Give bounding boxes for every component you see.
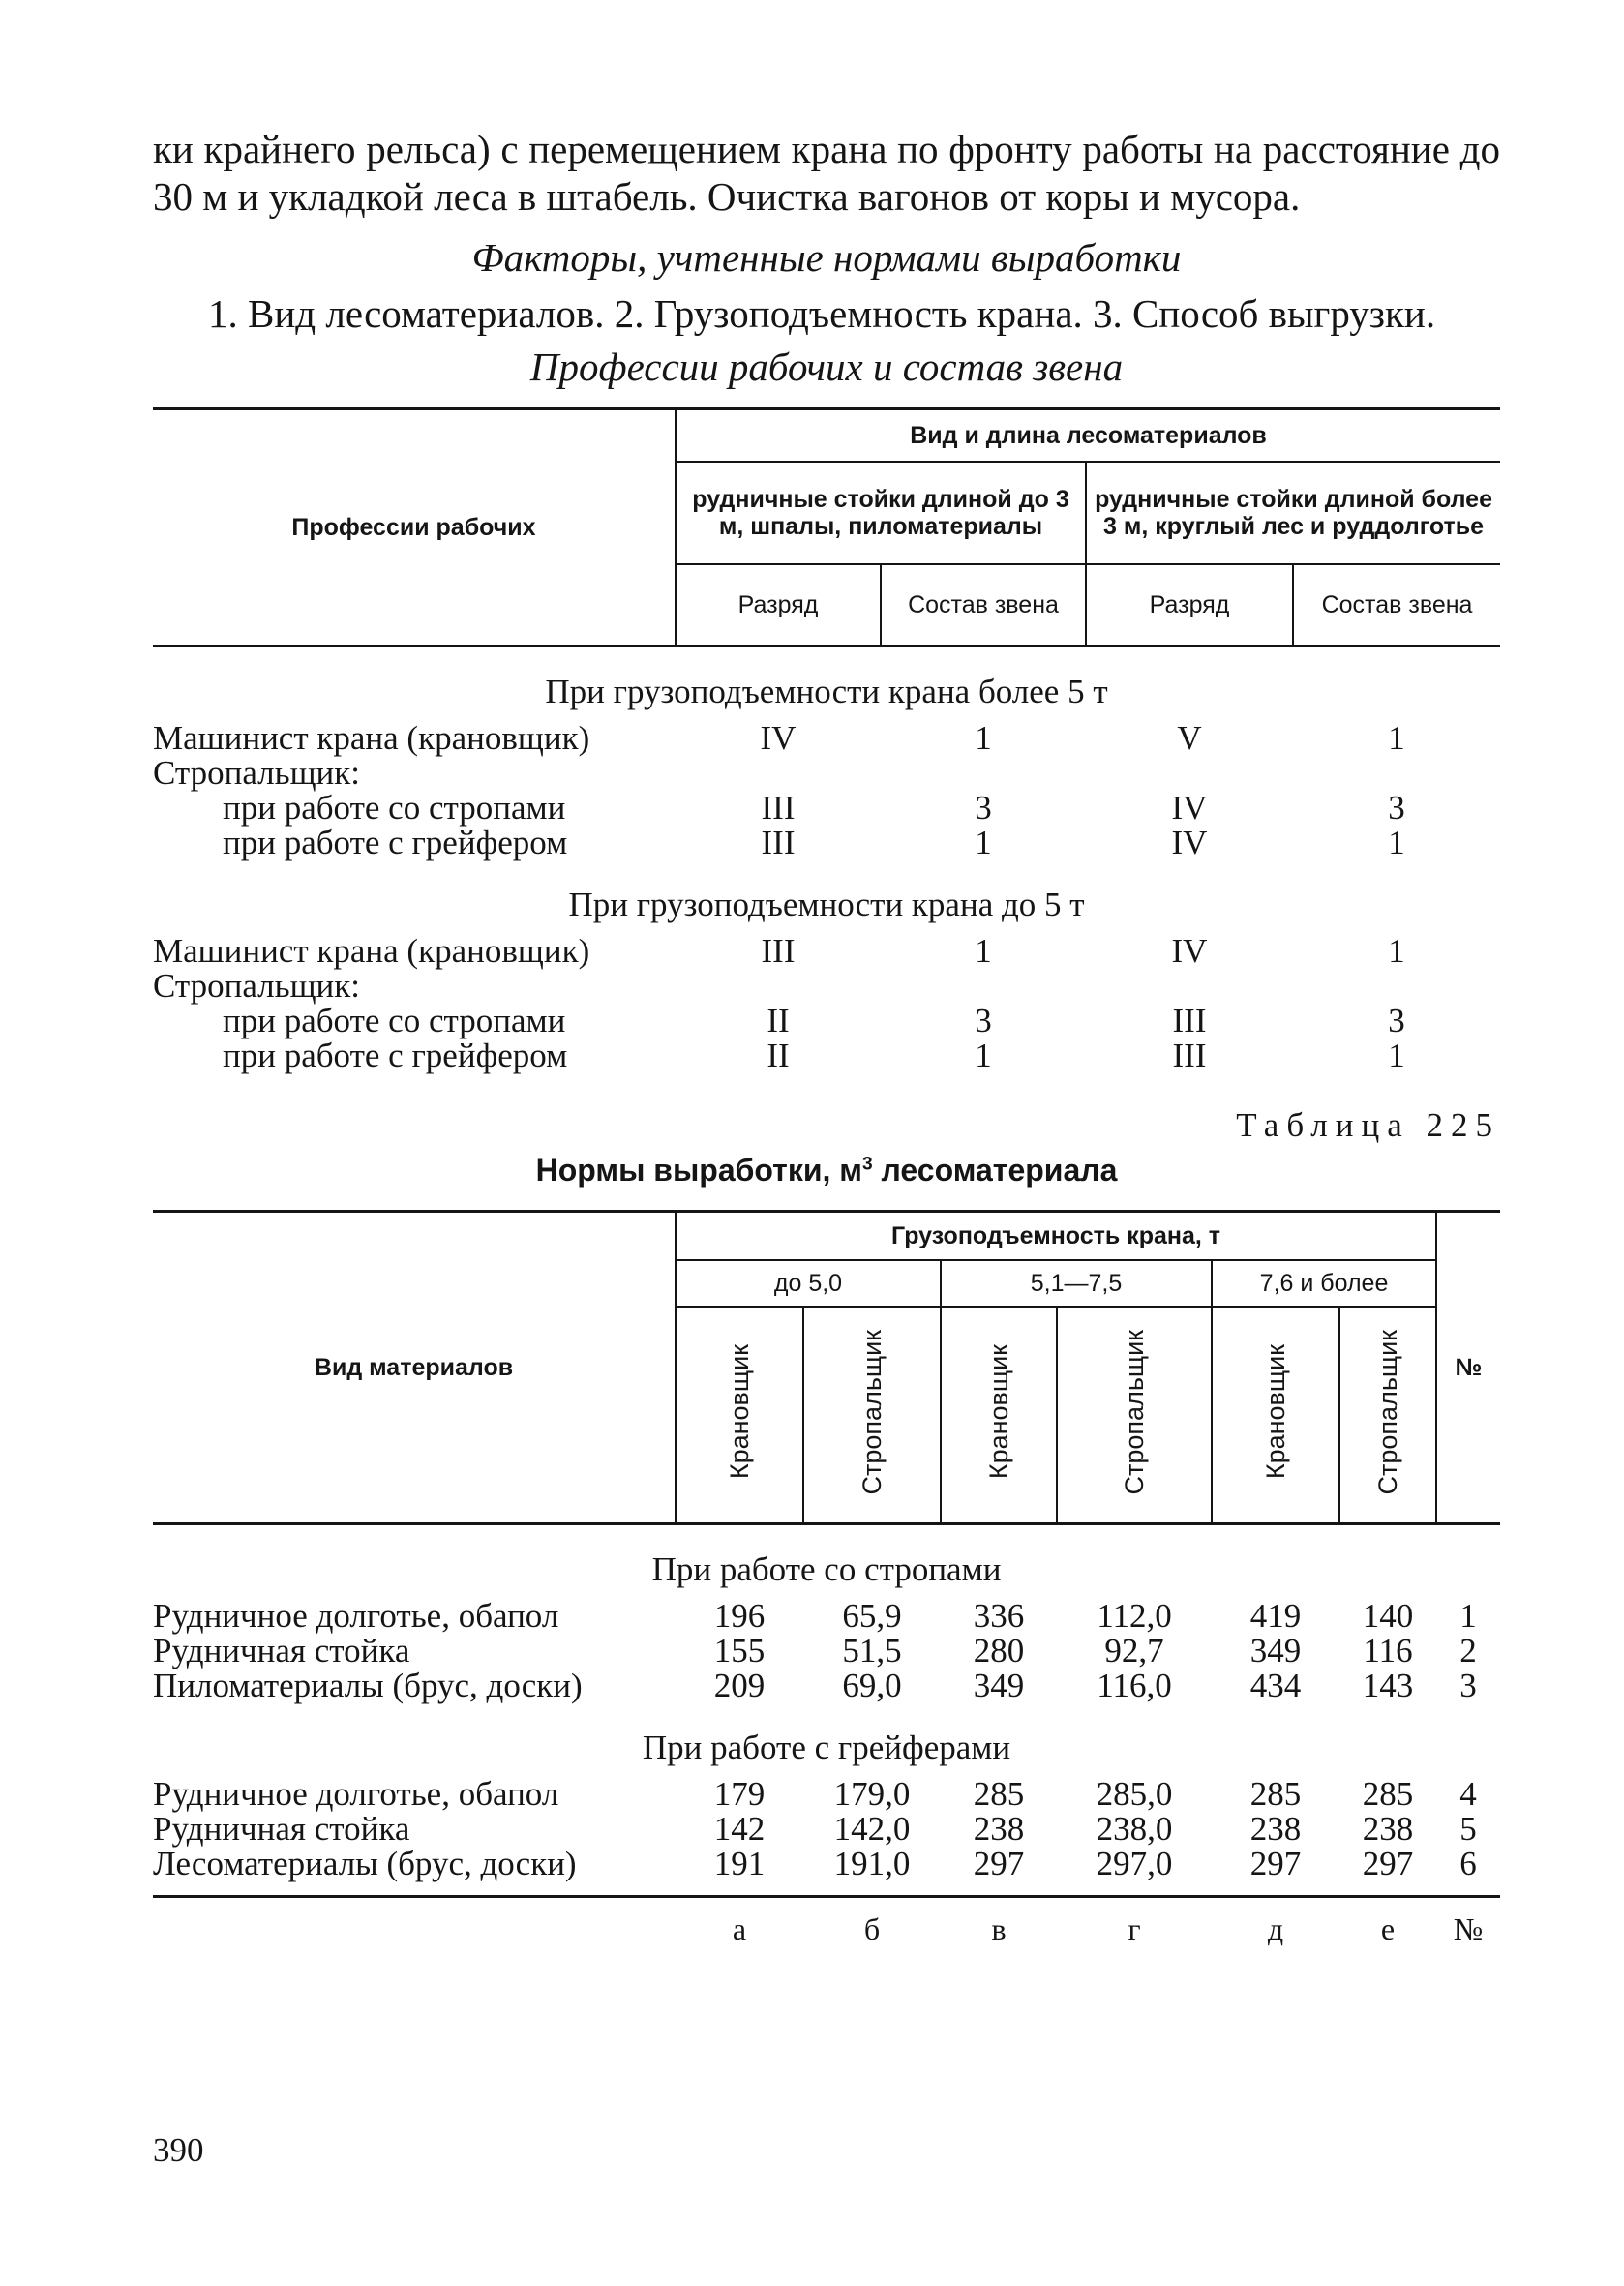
table-cell: [676, 969, 881, 1004]
row-number: 2: [1459, 1632, 1477, 1669]
row-label: при работе с грейфером: [223, 824, 568, 861]
table-cell: 349: [973, 1667, 1025, 1704]
table-row: [153, 826, 1500, 860]
table-cell: 191: [713, 1845, 766, 1882]
professions-table-body: [153, 647, 1500, 1074]
row-label: Стропальщик:: [153, 967, 361, 1005]
row-label: Рудничная стойка: [153, 1632, 410, 1669]
row-label: Лесоматериалы (брус, доски): [153, 1845, 577, 1882]
table-cell: 349: [1249, 1632, 1302, 1669]
row-label: Пиломатериалы (брус, доски): [153, 1667, 583, 1704]
table-cell: 209: [713, 1667, 766, 1704]
table-cell: 1: [1388, 1037, 1405, 1074]
table-row: [153, 791, 1500, 826]
table-cell: 297,0: [1096, 1845, 1173, 1882]
role-label: Стропальщик: [1373, 1329, 1403, 1495]
table-cell: 92,7: [1104, 1632, 1164, 1669]
table-cell: 3: [975, 1002, 992, 1039]
table-cell: [676, 756, 881, 791]
section-title-row: [153, 1524, 1500, 1600]
section-title-row: [153, 1703, 1500, 1777]
col-profession-header: Профессии рабочих: [291, 514, 536, 541]
table-cell: 297: [973, 1845, 1025, 1882]
row-label: Рудничная стойка: [153, 1810, 410, 1848]
table-cell: 285: [973, 1775, 1025, 1813]
row-number: 6: [1459, 1845, 1477, 1882]
row-label: Рудничное долготье, обапол: [153, 1775, 559, 1813]
table-cell: 140: [1362, 1597, 1414, 1635]
table-cell: [881, 756, 1086, 791]
professions-table: [153, 407, 1500, 1073]
table-cell: V: [1177, 719, 1202, 757]
table-cell: 3: [1388, 1002, 1405, 1039]
table-cell: [1293, 969, 1500, 1004]
table-row: [153, 756, 1500, 791]
table-cell: 112,0: [1097, 1597, 1172, 1635]
column-letter: б: [863, 1911, 881, 1946]
row-label: Рудничное долготье, обапол: [153, 1597, 559, 1635]
col-capacity-header: Грузоподъемность крана, т: [676, 1212, 1436, 1261]
table-cell: [1293, 756, 1500, 791]
row-number: 4: [1459, 1775, 1477, 1813]
column-letter-no: №: [1453, 1911, 1484, 1946]
table-cell: 179,0: [833, 1775, 911, 1813]
norms-heading: Нормы выработки, $м^3$ лесоматериала: [535, 1153, 1118, 1188]
table-row: [153, 969, 1500, 1004]
norms-table: [153, 1210, 1500, 1948]
table-cell: III: [761, 824, 796, 861]
col-grade-header: Разряд: [1086, 564, 1293, 647]
range-header: 5,1—7,5: [941, 1260, 1212, 1307]
column-letter: в: [991, 1911, 1007, 1946]
crane-operator-header: [676, 1307, 803, 1524]
table-row: [153, 1038, 1500, 1073]
table-row: [153, 1812, 1500, 1847]
role-label: Крановщик: [984, 1344, 1013, 1480]
table-row: [153, 1669, 1500, 1703]
table-cell: 238: [973, 1810, 1025, 1848]
subgroup-b-header: рудничные стойки длиной более 3 м, круглый лес и руддолготье: [1086, 462, 1500, 564]
range-header: 7,6 и более: [1212, 1260, 1436, 1307]
table-cell: IV: [1171, 824, 1208, 861]
row-label: при работе со стропами: [223, 1002, 566, 1039]
table-cell: 1: [1388, 824, 1405, 861]
section-title-row: [153, 860, 1500, 934]
table-cell: 155: [713, 1632, 766, 1669]
col-material-header: Вид материалов: [314, 1354, 514, 1381]
table-cell: 191,0: [833, 1845, 911, 1882]
table-cell: 238: [1249, 1810, 1302, 1848]
table-cell: 142: [713, 1810, 766, 1848]
table-cell: 1: [975, 1037, 992, 1074]
column-letter: г: [1128, 1911, 1141, 1946]
table-cell: 142,0: [833, 1810, 911, 1848]
table-row: [153, 1004, 1500, 1038]
role-label: Крановщик: [1261, 1344, 1290, 1480]
table-cell: 1: [975, 824, 992, 861]
table-row: [153, 1777, 1500, 1812]
table-cell: 336: [973, 1597, 1025, 1635]
table-cell: 238,0: [1096, 1810, 1173, 1848]
slinger-header: [803, 1307, 941, 1524]
row-number: 1: [1459, 1597, 1477, 1635]
table-cell: 196: [713, 1597, 766, 1635]
subgroup-a-header: рудничные стойки длиной до 3 м, шпалы, пиломатериалы: [676, 462, 1086, 564]
table-cell: IV: [760, 719, 797, 757]
table-cell: 285: [1362, 1775, 1414, 1813]
factors-text: 1. Вид лесоматериалов. 2. Грузоподъемность крана. 3. Способ выгрузки.: [208, 291, 1436, 336]
col-group-header: Вид и длина лесоматериалов: [676, 409, 1500, 463]
table-cell: III: [1172, 1002, 1207, 1039]
section-title: При грузоподъемности крана до 5 т: [568, 886, 1085, 923]
table-cell: 419: [1249, 1597, 1302, 1635]
table-cell: 69,0: [842, 1667, 902, 1704]
table-cell: 3: [1388, 789, 1405, 827]
table-cell: 3: [975, 789, 992, 827]
factors-heading: Факторы, учтенные нормами выработки: [471, 235, 1182, 280]
table-cell: 285: [1249, 1775, 1302, 1813]
table-cell: 65,9: [842, 1597, 902, 1635]
table-cell: 1: [975, 719, 992, 757]
crane-operator-header: [941, 1307, 1057, 1524]
role-label: Стропальщик: [857, 1329, 887, 1495]
table-cell: IV: [1171, 932, 1208, 970]
table-cell: 1: [975, 932, 992, 970]
table-row: [153, 1599, 1500, 1634]
page: [153, 126, 1500, 1948]
table-cell: 297: [1249, 1845, 1302, 1882]
table-cell: [1086, 756, 1293, 791]
range-header: до 5,0: [676, 1260, 941, 1307]
row-label: Машинист крана (крановщик): [153, 932, 590, 970]
table-cell: 51,5: [842, 1632, 902, 1669]
table-row: [153, 1634, 1500, 1669]
slinger-header: [1057, 1307, 1212, 1524]
table-cell: III: [761, 789, 796, 827]
row-label: Машинист крана (крановщик): [153, 719, 590, 757]
row-number: 5: [1459, 1810, 1477, 1848]
intro-paragraph: ки крайнего рельса) с перемещением крана по фронту работы на расстояние до 30 м и укладкой леса в штабель. Очистка вагонов от коры и мусора.: [153, 127, 1500, 219]
section-title: При работе со стропами: [651, 1550, 1002, 1588]
table-cell: III: [761, 932, 796, 970]
row-number: 3: [1459, 1667, 1477, 1704]
row-label: при работе со стропами: [223, 789, 566, 827]
professions-heading: Профессии рабочих и состав звена: [529, 345, 1124, 389]
table-cell: II: [767, 1037, 790, 1074]
table-row: [153, 934, 1500, 969]
table-cell: 116,0: [1097, 1667, 1172, 1704]
table-cell: [1086, 969, 1293, 1004]
section-title: При работе с грейферами: [642, 1729, 1011, 1766]
col-team-header: Состав звена: [881, 564, 1086, 647]
table-cell: IV: [1171, 789, 1208, 827]
table-row: [153, 1847, 1500, 1897]
column-letter: е: [1380, 1911, 1396, 1946]
col-team-header: Состав звена: [1293, 564, 1500, 647]
table-cell: 238: [1362, 1810, 1414, 1848]
crane-operator-header: [1212, 1307, 1339, 1524]
table-cell: 143: [1362, 1667, 1414, 1704]
table-cell: II: [767, 1002, 790, 1039]
role-label: Стропальщик: [1120, 1329, 1149, 1495]
table-cell: 280: [973, 1632, 1025, 1669]
col-grade-header: Разряд: [676, 564, 881, 647]
table-row: [153, 721, 1500, 756]
empty-cell: [153, 1897, 676, 1949]
norms-table-body: [153, 1524, 1500, 1949]
page-number: 390: [153, 2131, 204, 2169]
table-cell: 116: [1363, 1632, 1413, 1669]
table-cell: 179: [713, 1775, 766, 1813]
role-label: Крановщик: [725, 1344, 754, 1480]
column-letter: д: [1267, 1911, 1284, 1946]
column-letters-row: [153, 1897, 1500, 1949]
section-title: При грузоподъемности крана более 5 т: [545, 673, 1108, 710]
row-label: Стропальщик:: [153, 754, 361, 792]
table-cell: [881, 969, 1086, 1004]
table-cell: 434: [1249, 1667, 1302, 1704]
table-cell: 285,0: [1096, 1775, 1173, 1813]
table-cell: 1: [1388, 719, 1405, 757]
section-title-row: [153, 647, 1500, 722]
table-cell: 1: [1388, 932, 1405, 970]
slinger-header: [1339, 1307, 1436, 1524]
table-label: Таблица 225: [1236, 1106, 1500, 1144]
table-cell: III: [1172, 1037, 1207, 1074]
table-cell: 297: [1362, 1845, 1414, 1882]
row-label: при работе с грейфером: [223, 1037, 568, 1074]
col-no-header: №: [1436, 1212, 1500, 1524]
column-letter: а: [732, 1911, 747, 1946]
